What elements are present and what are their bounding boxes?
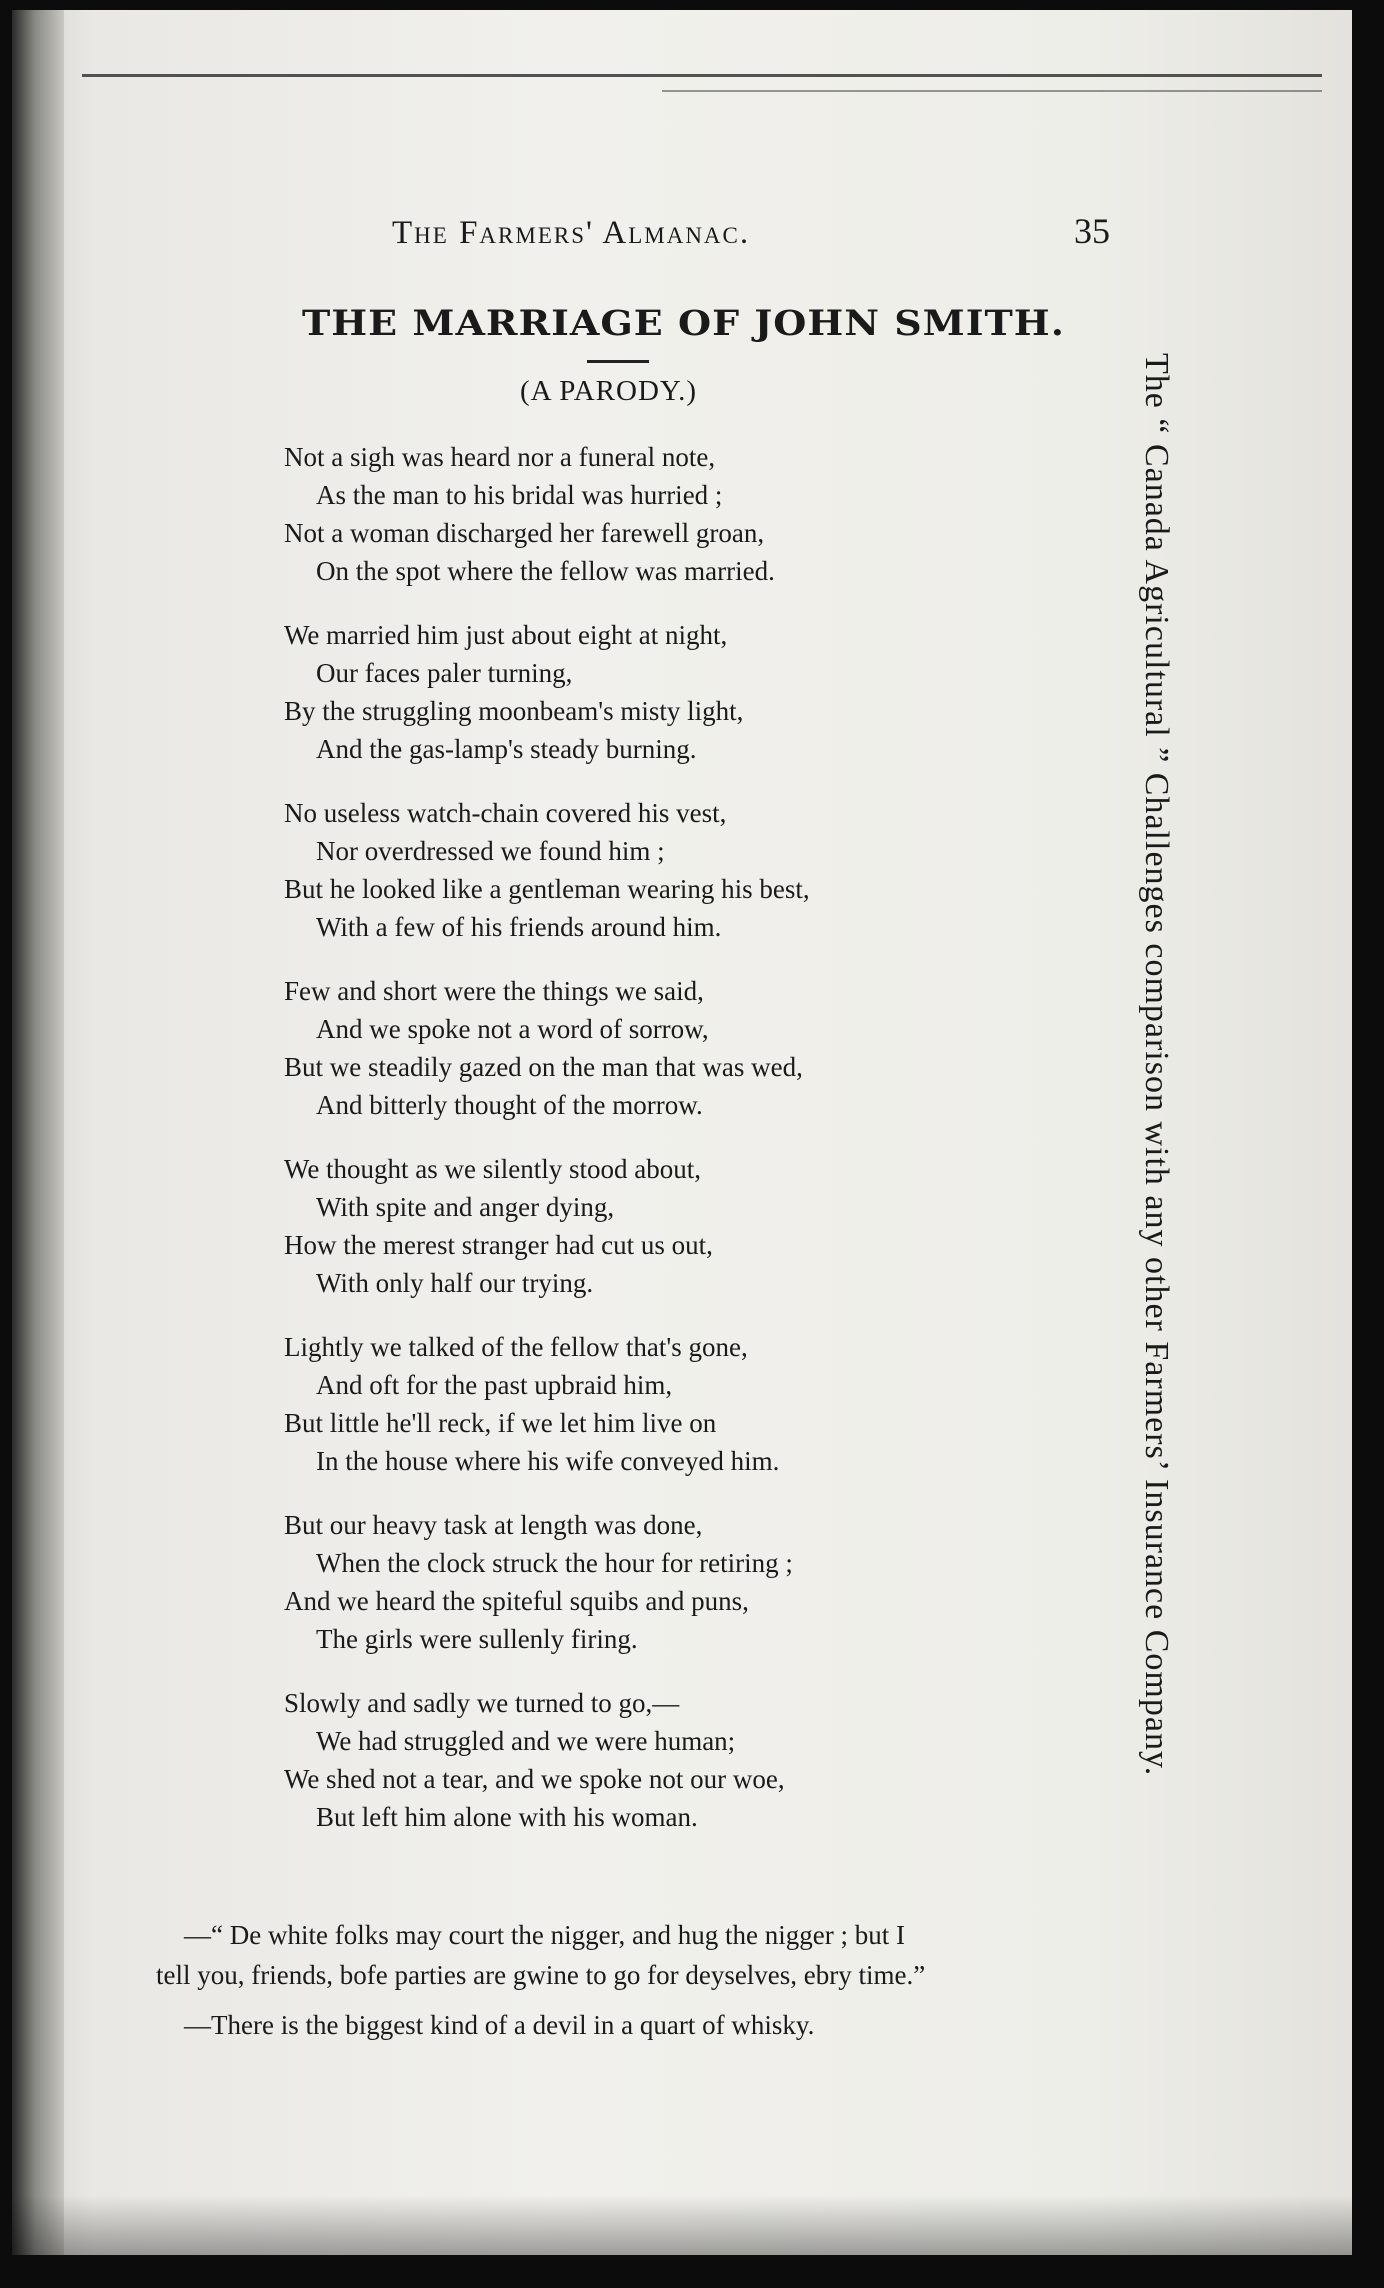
poem-line: But he looked like a gentleman wearing his best,	[284, 874, 810, 904]
poem-line: When the clock struck the hour for retiring ;	[316, 1548, 793, 1578]
poem-line: By the struggling moonbeam's misty light,	[284, 696, 744, 726]
stanza	[284, 1150, 984, 1302]
poem-body	[284, 438, 984, 1862]
stanza	[284, 438, 984, 590]
note-dialect-quote-line2: tell you, friends, bofe parties are gwine to go for deyselves, ebry time.”	[156, 1960, 926, 1990]
poem-line: Not a woman discharged her farewell groan,	[284, 518, 765, 548]
poem-line: Not a sigh was heard nor a funeral note,	[284, 442, 716, 472]
poem-line: And oft for the past upbraid him,	[316, 1370, 673, 1400]
poem-line: And bitterly thought of the morrow.	[316, 1090, 703, 1120]
stanza	[284, 794, 984, 946]
stanza	[284, 972, 984, 1124]
poem-line: And the gas-lamp's steady burning.	[316, 734, 697, 764]
top-rule	[82, 74, 1322, 77]
stanza	[284, 1328, 984, 1480]
stanza	[284, 1506, 984, 1658]
poem-line: We married him just about eight at night,	[284, 620, 728, 650]
page-bottom-shadow	[12, 2195, 1352, 2255]
poem-line: In the house where his wife conveyed him.	[316, 1446, 780, 1476]
stanza	[284, 1684, 984, 1836]
running-title: The Farmers' Almanac.	[392, 215, 751, 251]
poem-line: With spite and anger dying,	[316, 1192, 615, 1222]
poem-line: And we spoke not a word of sorrow,	[316, 1014, 709, 1044]
page-number: 35	[1074, 211, 1110, 251]
poem-line: We shed not a tear, and we spoke not our woe,	[284, 1764, 785, 1794]
poem-line: Lightly we talked of the fellow that's gone,	[284, 1332, 748, 1362]
side-advertisement: The “ Canada Agricultural ” Challenges comparison with any other Farmers’ Insurance Company.	[1138, 353, 1175, 1777]
poem-line: How the merest stranger had cut us out,	[284, 1230, 713, 1260]
note-dialect-quote-line1: —“ De white folks may court the nigger, and hug the nigger ; but I	[184, 1920, 905, 1950]
poem-line: Nor overdressed we found him ;	[316, 836, 665, 866]
poem-line: With a few of his friends around him.	[316, 912, 722, 942]
title-rule	[587, 360, 649, 363]
note-whisky: —There is the biggest kind of a devil in a quart of whisky.	[184, 2010, 815, 2040]
poem-line: And we heard the spiteful squibs and puns,	[284, 1586, 749, 1616]
poem-line: The girls were sullenly firing.	[316, 1624, 638, 1654]
poem-line: On the spot where the fellow was married.	[316, 556, 775, 586]
poem-title: THE MARRIAGE OF JOHN SMITH.	[302, 301, 1065, 344]
poem-line: We had struggled and we were human;	[316, 1726, 736, 1756]
poem-line: But left him alone with his woman.	[316, 1802, 698, 1832]
poem-line: Few and short were the things we said,	[284, 976, 704, 1006]
poem-line: As the man to his bridal was hurried ;	[316, 480, 723, 510]
poem-line: We thought as we silently stood about,	[284, 1154, 702, 1184]
page-binding-shadow	[12, 10, 64, 2255]
poem-line: But our heavy task at length was done,	[284, 1510, 703, 1540]
poem-line: But we steadily gazed on the man that was wed,	[284, 1052, 803, 1082]
almanac-page	[12, 10, 1352, 2255]
poem-line: Slowly and sadly we turned to go,—	[284, 1688, 680, 1718]
poem-line: But little he'll reck, if we let him live on	[284, 1408, 717, 1438]
poem-line: No useless watch-chain covered his vest,	[284, 798, 727, 828]
poem-line: With only half our trying.	[316, 1268, 594, 1298]
top-rule-secondary	[662, 90, 1322, 92]
poem-subtitle: (A PARODY.)	[520, 375, 697, 407]
stanza	[284, 616, 984, 768]
poem-line: Our faces paler turning,	[316, 658, 573, 688]
